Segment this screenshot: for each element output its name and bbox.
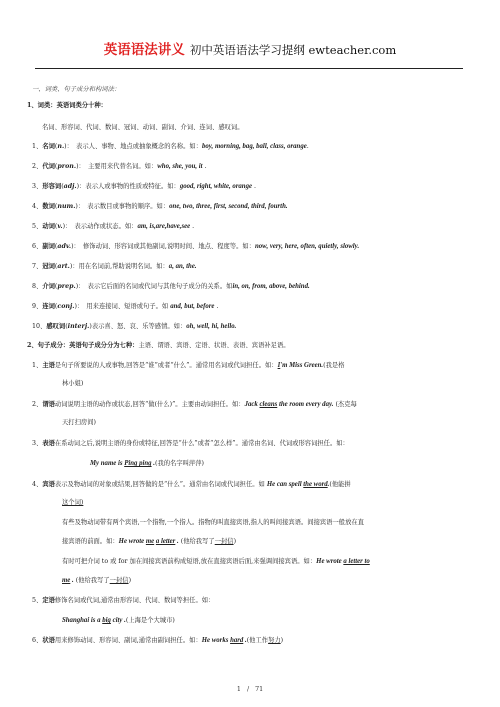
text-line xyxy=(32,480,351,489)
text-run: oh, well, hi, hello. xyxy=(186,323,237,330)
text-run: 林小姐) xyxy=(62,380,84,387)
text-run: 修饰名词或代词,通常由形容词、代词、数词等担任。如： xyxy=(54,597,215,604)
text-line xyxy=(62,379,83,388)
text-run: (他给我写了 xyxy=(178,538,215,545)
text-run: 1、 xyxy=(32,362,43,369)
text-run: 5、 xyxy=(32,223,43,230)
text-line xyxy=(32,202,288,211)
text-line xyxy=(32,282,310,291)
text-run: He works xyxy=(201,637,231,644)
text-run: )： 表示动作或状态。如： xyxy=(62,223,138,230)
text-run: ) xyxy=(280,637,284,644)
text-run: a letter xyxy=(155,538,176,545)
text-run: hard xyxy=(230,637,244,644)
header-rule xyxy=(35,68,463,69)
text-run: Shanghai is a xyxy=(62,617,103,624)
text-line xyxy=(62,616,175,625)
text-run: 名词、形容词、代词、数词、冠词、动词、副词、介词、连词、感叹词。 xyxy=(42,124,244,131)
text-run: good, right, white, orange xyxy=(179,183,252,190)
text-line xyxy=(62,576,131,585)
header-title: 英语语法讲义 xyxy=(103,42,185,58)
text-run: a letter to xyxy=(343,558,370,565)
text-run: ) xyxy=(233,538,237,545)
text-run: ( xyxy=(54,163,58,170)
text-run: . xyxy=(214,303,219,310)
text-run: 冠词 xyxy=(42,263,55,270)
text-run: . xyxy=(243,637,247,644)
text-run: 主语、谓语、宾语、定语、状语、表语、宾语补足语。 xyxy=(138,342,290,349)
text-run: me xyxy=(145,538,155,545)
text-run: 7、 xyxy=(32,263,43,270)
text-run: 'm Miss Green. xyxy=(280,362,324,369)
text-run: in, on, from, above, behind. xyxy=(232,283,310,290)
text-run: . xyxy=(190,223,195,230)
text-run: 一封信 xyxy=(214,538,234,545)
text-run: ( xyxy=(54,283,58,290)
text-run: He can spell xyxy=(266,481,304,488)
text-run: 形容词 xyxy=(42,183,62,190)
text-line xyxy=(32,361,344,370)
text-run: . xyxy=(175,538,179,545)
text-run: )表示喜、怒、哀、乐等感情。如： xyxy=(89,323,187,330)
text-line xyxy=(62,498,83,507)
text-run: 接宾语的前面。如： xyxy=(62,538,119,545)
page-footer xyxy=(0,686,500,693)
text-line xyxy=(27,341,290,350)
text-run: 2、 xyxy=(32,401,43,408)
text-run: ( xyxy=(61,183,64,190)
text-run: . xyxy=(151,460,155,467)
text-run: 谓语 xyxy=(42,401,55,408)
text-line xyxy=(32,142,309,151)
text-run: )： 表示人、事物、地点或抽象概念的名称。如： xyxy=(64,143,202,150)
text-run: adj. xyxy=(63,183,77,190)
text-line xyxy=(32,162,207,171)
text-run: am, is,are,have,see xyxy=(137,223,191,230)
text-run: 有些及物动词带有两个宾语,一个指物,一个指人。指物的叫直接宾语,指人的叫间接宾语。间接宾语一般放在直 xyxy=(62,519,364,526)
text-run: 副词 xyxy=(42,243,55,250)
text-run: 名词 xyxy=(42,143,55,150)
text-run: 动词 xyxy=(42,223,55,230)
text-run: . xyxy=(327,481,330,488)
text-run: )：表示人或事物的性质或特征。如： xyxy=(76,183,180,190)
text-run: 1、 xyxy=(32,143,43,150)
text-run: Jack xyxy=(244,401,260,408)
text-run: )： 主要用来代替名词。如： xyxy=(76,163,158,170)
text-line xyxy=(27,101,107,110)
text-run: me xyxy=(62,577,71,584)
text-run: ( xyxy=(54,243,58,250)
page-separator: / xyxy=(246,686,250,693)
text-run: 2、句子成分：英语句子成分分为七种： xyxy=(27,342,139,349)
text-run: 数词 xyxy=(42,203,55,210)
text-run: I xyxy=(277,362,281,369)
text-run: city . xyxy=(110,617,126,624)
text-run: 感叹词 xyxy=(46,323,66,330)
text-line xyxy=(32,302,218,311)
text-run: 动词说明主语的动作或状态,回答“做(什么)”。主要由动词担任。如： xyxy=(54,401,245,408)
text-run: ) xyxy=(128,577,132,584)
text-run: adv. xyxy=(57,243,72,250)
text-line xyxy=(90,459,204,468)
text-run: 6、 xyxy=(32,637,43,644)
text-run: 1、词类：英语词类分十种： xyxy=(27,102,107,109)
text-run: 宾语 xyxy=(42,481,55,488)
text-run: prep. xyxy=(57,283,76,290)
text-line xyxy=(62,537,236,546)
text-run: )： 表示数目或事物的顺序。如： xyxy=(75,203,170,210)
text-run: v. xyxy=(57,223,63,230)
text-run: 4、 xyxy=(32,481,43,488)
text-run: 表语 xyxy=(42,440,55,447)
text-run: 一封信 xyxy=(109,577,129,584)
text-run: 是句子所要说的人或事物,回答是“谁”或者“什么”。通常用名词或代词担任。如： xyxy=(54,362,278,369)
text-run: 连词 xyxy=(42,303,55,310)
text-run: 3、 xyxy=(32,183,43,190)
text-run: (他工作 xyxy=(246,637,269,644)
text-run: ( xyxy=(54,143,58,150)
text-run: (我是格 xyxy=(323,362,345,369)
text-line xyxy=(32,439,349,448)
text-run: pron. xyxy=(57,163,77,170)
text-run: 这个词) xyxy=(62,499,84,506)
text-line xyxy=(42,123,244,132)
text-run: . xyxy=(202,163,207,170)
text-run: interj. xyxy=(67,323,90,330)
text-run: 一、词类、句子成分和构词法： xyxy=(32,86,121,93)
text-run: conj. xyxy=(57,303,75,310)
text-line xyxy=(32,242,359,251)
text-run: 2、 xyxy=(32,163,43,170)
text-run: 介词 xyxy=(42,283,55,290)
text-run: 8、 xyxy=(32,283,43,290)
page-header xyxy=(0,38,500,64)
text-run: 5、 xyxy=(32,597,43,604)
text-line xyxy=(32,322,236,331)
header-subtitle: 初中英语语法学习提纲 ewteacher.com xyxy=(189,43,397,57)
text-run: num. xyxy=(57,203,76,210)
text-run: boy, morning, bag, ball, class, orange xyxy=(202,143,307,150)
text-run: ( xyxy=(54,223,58,230)
text-run: 努力 xyxy=(268,637,281,644)
text-run: cleans xyxy=(259,401,278,408)
text-line xyxy=(32,596,214,605)
text-run: 主语 xyxy=(42,362,55,369)
text-run: My name is xyxy=(90,460,125,467)
text-run: He wrote xyxy=(316,558,344,565)
text-run: the word xyxy=(303,481,328,488)
text-run: the room every day. xyxy=(277,401,334,408)
text-line xyxy=(62,518,364,527)
text-run: n. xyxy=(57,143,65,150)
text-run: (他能拼 xyxy=(329,481,351,488)
text-run: )： 用来连接词、短语或句子。如 xyxy=(74,303,171,310)
text-run: ( xyxy=(54,203,58,210)
text-line xyxy=(32,222,194,231)
text-run: 9、 xyxy=(32,303,43,310)
text-run: and, but, before xyxy=(170,303,215,310)
text-line xyxy=(32,182,256,191)
text-run: (他给我写了 xyxy=(73,577,110,584)
text-line xyxy=(32,636,283,645)
text-run: 定语 xyxy=(42,597,55,604)
text-run: . xyxy=(306,143,309,150)
text-run: )： 表示它后面的名词或代词与其他句子成分的关系。如 xyxy=(75,283,233,290)
text-line xyxy=(32,85,120,94)
page-number: 1 xyxy=(236,686,241,693)
text-run: 用来修饰动词、形容词、副词,通常由副词担任。如： xyxy=(54,637,202,644)
text-run: now, very, here, often, quietly, slowly. xyxy=(255,243,360,250)
text-run: one, two, three, first, second, third, fourth. xyxy=(169,203,288,210)
text-run: ( xyxy=(54,303,58,310)
text-run: 4、 xyxy=(32,203,43,210)
text-line xyxy=(32,400,357,409)
text-run: 6、 xyxy=(32,243,43,250)
text-run: 表示及物动词的对象或结果,回答做的是“什么”。通常由名词或代词担任。如 xyxy=(54,481,267,488)
text-run: 在系动词之后,说明主语的身份或特征,回答是“什么”或者“怎么样”。通常由名词、代词或形容词担任。如： xyxy=(54,440,349,447)
text-line xyxy=(62,418,96,427)
text-run: ( xyxy=(54,263,58,270)
text-run: big xyxy=(102,617,111,624)
text-run: 10、 xyxy=(32,323,47,330)
text-line xyxy=(32,262,197,271)
text-run: 有时可把介词 to 或 for 加在间接宾语前构成短语,放在直接宾语后面,来强调间接宾语。如： xyxy=(62,558,317,565)
text-run: (杰克每 xyxy=(333,401,357,408)
text-run: (上海是个大城市) xyxy=(125,617,175,624)
text-run: Ping ping xyxy=(124,460,152,467)
text-run: ( xyxy=(65,323,68,330)
text-run: )： 修饰动词、形容词或其他副词,说明时间、地点、程度等。如： xyxy=(71,243,255,250)
text-run: . xyxy=(252,183,257,190)
text-run: He wrote xyxy=(118,538,146,545)
text-run: 代词 xyxy=(42,163,55,170)
text-run: )：用在名词前,帮助说明名词。如： xyxy=(69,263,169,270)
text-run: who, she, you, it xyxy=(157,163,203,170)
text-run: a, an, the. xyxy=(168,263,197,270)
text-run: 天打扫房间) xyxy=(62,419,96,426)
text-run: art. xyxy=(57,263,70,270)
text-run: (我的名字叫萍萍) xyxy=(154,460,204,467)
page-total: 71 xyxy=(255,686,264,693)
text-run: 状语 xyxy=(42,637,55,644)
text-line xyxy=(62,557,370,566)
text-run: 3、 xyxy=(32,440,43,447)
text-run: . xyxy=(70,577,74,584)
